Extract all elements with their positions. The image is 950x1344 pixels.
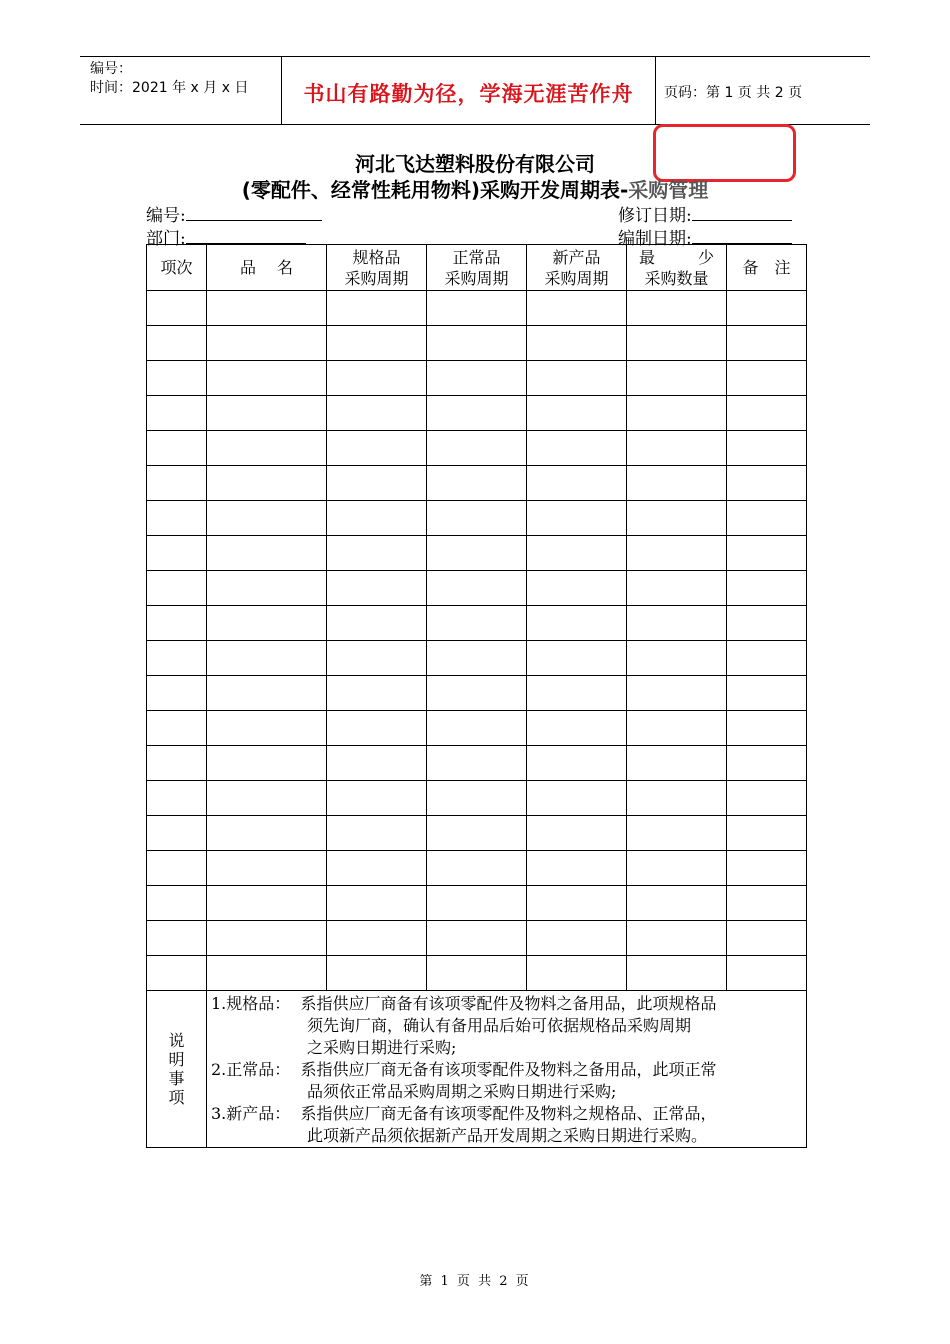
- table-cell[interactable]: [147, 431, 207, 466]
- table-row: [147, 431, 807, 466]
- table-cell[interactable]: [147, 886, 207, 921]
- table-row: [147, 851, 807, 886]
- table-cell[interactable]: [527, 501, 627, 536]
- table-cell[interactable]: [627, 571, 727, 606]
- table-cell[interactable]: [527, 326, 627, 361]
- table-cell[interactable]: [727, 571, 807, 606]
- table-cell[interactable]: [147, 326, 207, 361]
- col-header-new-line1: 新产品: [552, 247, 601, 267]
- note-line: 之采购日期进行采购;: [211, 1038, 457, 1057]
- table-cell[interactable]: [427, 501, 527, 536]
- table-cell[interactable]: [327, 606, 427, 641]
- table-header-row: [147, 245, 807, 291]
- table-cell[interactable]: [727, 816, 807, 851]
- table-cell[interactable]: [207, 396, 327, 431]
- compile-date-blank[interactable]: [692, 225, 792, 244]
- col-header-normal-line2: 采购周期: [444, 268, 509, 288]
- table-cell[interactable]: [527, 746, 627, 781]
- table-row: [147, 956, 807, 991]
- table-cell[interactable]: [727, 396, 807, 431]
- note-line: 2.正常品： 系指供应厂商无备有该项零配件及物料之备用品，此项正常: [211, 1060, 717, 1079]
- col-header-spec-line1: 规格品: [352, 247, 401, 267]
- notes-label: [147, 991, 207, 1148]
- table-cell[interactable]: [527, 781, 627, 816]
- table-row: [147, 536, 807, 571]
- table-cell[interactable]: [327, 396, 427, 431]
- table-cell[interactable]: [207, 536, 327, 571]
- table-cell[interactable]: [627, 361, 727, 396]
- revise-date-blank[interactable]: [692, 202, 792, 221]
- table-cell[interactable]: [207, 676, 327, 711]
- col-header-new-line2: 采购周期: [544, 268, 609, 288]
- table-cell[interactable]: [727, 781, 807, 816]
- table-cell[interactable]: [527, 711, 627, 746]
- notes-label-char: 明: [168, 1050, 185, 1069]
- table-cell[interactable]: [327, 921, 427, 956]
- table-cell[interactable]: [727, 326, 807, 361]
- col-header-spec-line2: 采购周期: [344, 268, 409, 288]
- table-cell[interactable]: [627, 956, 727, 991]
- table-cell[interactable]: [427, 851, 527, 886]
- table-cell[interactable]: [327, 361, 427, 396]
- col-header-min-line1: [627, 247, 726, 268]
- table-cell[interactable]: [727, 536, 807, 571]
- table-cell[interactable]: [627, 921, 727, 956]
- table-cell[interactable]: [207, 361, 327, 396]
- table-cell[interactable]: [727, 431, 807, 466]
- table-row: [147, 676, 807, 711]
- number-blank[interactable]: [186, 202, 322, 221]
- table-cell[interactable]: [627, 536, 727, 571]
- table-cell[interactable]: [427, 956, 527, 991]
- table-cell[interactable]: [207, 711, 327, 746]
- form-subtitle: [0, 174, 950, 203]
- table-cell[interactable]: [527, 536, 627, 571]
- col-header-normal: [427, 245, 527, 291]
- table-cell[interactable]: [327, 431, 427, 466]
- note-line: 1.规格品： 系指供应厂商备有该项零配件及物料之备用品，此项规格品: [211, 994, 717, 1013]
- table-cell[interactable]: [147, 711, 207, 746]
- note-line: 须先询厂商，确认有备用品后始可依据规格品采购周期: [211, 1016, 692, 1035]
- table-cell[interactable]: [427, 536, 527, 571]
- table-cell[interactable]: [327, 291, 427, 326]
- table-cell[interactable]: [627, 396, 727, 431]
- table-cell[interactable]: [427, 466, 527, 501]
- col-header-new: [527, 245, 627, 291]
- table-cell[interactable]: [147, 676, 207, 711]
- col-header-normal-line1: 正常品: [452, 247, 501, 267]
- table-row: [147, 641, 807, 676]
- table-cell[interactable]: [727, 501, 807, 536]
- table-cell[interactable]: [207, 641, 327, 676]
- table-cell[interactable]: [627, 326, 727, 361]
- table-cell[interactable]: [327, 781, 427, 816]
- table-cell[interactable]: [207, 501, 327, 536]
- table-cell[interactable]: [527, 676, 627, 711]
- table-cell[interactable]: [427, 431, 527, 466]
- table-cell[interactable]: [727, 711, 807, 746]
- table-cell[interactable]: [527, 816, 627, 851]
- table-cell[interactable]: [427, 361, 527, 396]
- header-page-label: 页码：第 1 页 共 2 页: [664, 85, 803, 101]
- col-header-spec: [327, 245, 427, 291]
- table-cell[interactable]: [427, 921, 527, 956]
- col-header-name: 品 名: [207, 245, 327, 291]
- revise-date-label: 修订日期:: [618, 206, 692, 226]
- table-cell[interactable]: [427, 746, 527, 781]
- table-row: [147, 571, 807, 606]
- table-cell[interactable]: [207, 606, 327, 641]
- table-cell[interactable]: [207, 291, 327, 326]
- table-cell[interactable]: [327, 501, 427, 536]
- table-cell[interactable]: [627, 606, 727, 641]
- table-row: [147, 291, 807, 326]
- table-cell[interactable]: [327, 326, 427, 361]
- table-cell[interactable]: [427, 781, 527, 816]
- table-cell[interactable]: [147, 606, 207, 641]
- table-cell[interactable]: [627, 711, 727, 746]
- form-subtitle-main: (零配件、经常性耗用物料)采购开发周期表-: [241, 178, 629, 202]
- header-divider-right: [655, 56, 656, 124]
- table-cell[interactable]: [147, 571, 207, 606]
- table-cell[interactable]: [207, 781, 327, 816]
- table-cell[interactable]: [207, 746, 327, 781]
- table-cell[interactable]: [207, 921, 327, 956]
- table-cell[interactable]: [147, 746, 207, 781]
- table-row: [147, 466, 807, 501]
- table-row: [147, 501, 807, 536]
- table-cell[interactable]: [147, 641, 207, 676]
- table-cell[interactable]: [727, 606, 807, 641]
- notes-row: [147, 991, 807, 1148]
- table-cell[interactable]: [207, 326, 327, 361]
- table-cell[interactable]: [147, 361, 207, 396]
- table-cell[interactable]: [147, 956, 207, 991]
- table-cell[interactable]: [527, 956, 627, 991]
- table-cell[interactable]: [427, 711, 527, 746]
- table-cell[interactable]: [627, 431, 727, 466]
- table-cell[interactable]: [627, 851, 727, 886]
- col-header-min-char-b: 少: [697, 247, 714, 267]
- notes-label-char: 说: [168, 1031, 185, 1050]
- table-cell[interactable]: [627, 641, 727, 676]
- table-row: [147, 816, 807, 851]
- table-cell[interactable]: [527, 396, 627, 431]
- page-footer: 第 1 页 共 2 页: [419, 1274, 531, 1289]
- table-cell[interactable]: [207, 886, 327, 921]
- table-cell[interactable]: [327, 851, 427, 886]
- table-cell[interactable]: [207, 956, 327, 991]
- col-header-remark: 备 注: [727, 245, 807, 291]
- col-header-min-qty: [627, 245, 727, 291]
- table-cell[interactable]: [327, 536, 427, 571]
- table-cell[interactable]: [727, 676, 807, 711]
- table-cell[interactable]: [427, 641, 527, 676]
- table-cell[interactable]: [147, 921, 207, 956]
- table-row: [147, 921, 807, 956]
- header-top-rule: [80, 56, 870, 57]
- table-cell[interactable]: [327, 711, 427, 746]
- table-cell[interactable]: [727, 291, 807, 326]
- table-cell[interactable]: [207, 466, 327, 501]
- table-cell[interactable]: [207, 571, 327, 606]
- notes-label-char: 事: [168, 1069, 185, 1088]
- dept-blank[interactable]: [186, 225, 306, 244]
- number-label: 编号:: [146, 206, 186, 226]
- note-line: 品须依正常品采购周期之采购日期进行采购;: [211, 1082, 617, 1101]
- header-code-label: 编号：: [90, 61, 132, 77]
- table-cell[interactable]: [527, 291, 627, 326]
- table-cell[interactable]: [147, 396, 207, 431]
- table-cell[interactable]: [527, 851, 627, 886]
- dept-label: 部门:: [146, 229, 186, 249]
- table-cell[interactable]: [207, 816, 327, 851]
- table-cell[interactable]: [427, 326, 527, 361]
- table-cell[interactable]: [427, 816, 527, 851]
- table-cell[interactable]: [147, 501, 207, 536]
- table-cell[interactable]: [727, 851, 807, 886]
- table-row: [147, 781, 807, 816]
- form-subtitle-tail: 采购管理: [628, 178, 709, 202]
- table-cell[interactable]: [147, 781, 207, 816]
- header-motto: 书山有路勤为径，学海无涯苦作舟: [303, 82, 634, 106]
- table-cell[interactable]: [727, 886, 807, 921]
- purchase-cycle-table: [146, 244, 807, 1148]
- table-cell[interactable]: [727, 641, 807, 676]
- table-cell[interactable]: [527, 466, 627, 501]
- table-cell[interactable]: [727, 361, 807, 396]
- table-cell[interactable]: [627, 746, 727, 781]
- table-cell[interactable]: [627, 816, 727, 851]
- table-cell[interactable]: [527, 921, 627, 956]
- table-cell[interactable]: [327, 746, 427, 781]
- table-row: [147, 326, 807, 361]
- table-cell[interactable]: [327, 816, 427, 851]
- table-cell[interactable]: [427, 571, 527, 606]
- table-cell[interactable]: [527, 431, 627, 466]
- table-cell[interactable]: [207, 851, 327, 886]
- table-cell[interactable]: [147, 291, 207, 326]
- table-cell[interactable]: [207, 431, 327, 466]
- table-cell[interactable]: [327, 676, 427, 711]
- table-cell[interactable]: [147, 536, 207, 571]
- table-cell[interactable]: [727, 466, 807, 501]
- table-cell[interactable]: [147, 851, 207, 886]
- table-cell[interactable]: [327, 571, 427, 606]
- table-row: [147, 396, 807, 431]
- table-cell[interactable]: [327, 466, 427, 501]
- notes-content: [207, 991, 807, 1148]
- table-row: [147, 746, 807, 781]
- table-cell[interactable]: [527, 641, 627, 676]
- table-cell[interactable]: [627, 676, 727, 711]
- table-cell[interactable]: [627, 501, 727, 536]
- table-cell[interactable]: [327, 956, 427, 991]
- table-cell[interactable]: [527, 886, 627, 921]
- table-cell[interactable]: [427, 886, 527, 921]
- col-header-min-line2: 采购数量: [644, 268, 709, 288]
- table-cell[interactable]: [147, 816, 207, 851]
- table-cell[interactable]: [727, 956, 807, 991]
- table-row: [147, 711, 807, 746]
- table-cell[interactable]: [627, 291, 727, 326]
- table-cell[interactable]: [427, 676, 527, 711]
- header-time-label: 时间：2021 年 x 月 x 日: [90, 80, 249, 96]
- table-row: [147, 361, 807, 396]
- table-cell[interactable]: [427, 396, 527, 431]
- table-cell[interactable]: [147, 466, 207, 501]
- table-body: [147, 291, 807, 991]
- table-cell[interactable]: [527, 361, 627, 396]
- table-cell[interactable]: [727, 746, 807, 781]
- table-cell[interactable]: [527, 571, 627, 606]
- table-cell[interactable]: [427, 606, 527, 641]
- table-cell[interactable]: [627, 781, 727, 816]
- col-header-min-char-a: 最: [639, 247, 656, 267]
- note-line: 此项新产品须依据新产品开发周期之采购日期进行采购。: [211, 1126, 708, 1145]
- table-cell[interactable]: [327, 641, 427, 676]
- revise-date-field: [618, 201, 792, 226]
- table-cell[interactable]: [627, 466, 727, 501]
- table-row: [147, 606, 807, 641]
- note-line: 3.新产品： 系指供应厂商无备有该项零配件及物料之规格品、正常品，: [211, 1104, 717, 1123]
- company-title: 河北飞达塑料股份有限公司: [355, 152, 595, 176]
- number-field: [146, 201, 322, 226]
- table-row: [147, 886, 807, 921]
- table-cell[interactable]: [727, 921, 807, 956]
- table-cell[interactable]: [327, 886, 427, 921]
- compile-date-label: 编制日期:: [618, 229, 692, 249]
- table-cell[interactable]: [627, 886, 727, 921]
- col-header-index: 项次: [147, 245, 207, 291]
- table-cell[interactable]: [427, 291, 527, 326]
- table-cell[interactable]: [527, 606, 627, 641]
- notes-label-char: 项: [168, 1088, 185, 1107]
